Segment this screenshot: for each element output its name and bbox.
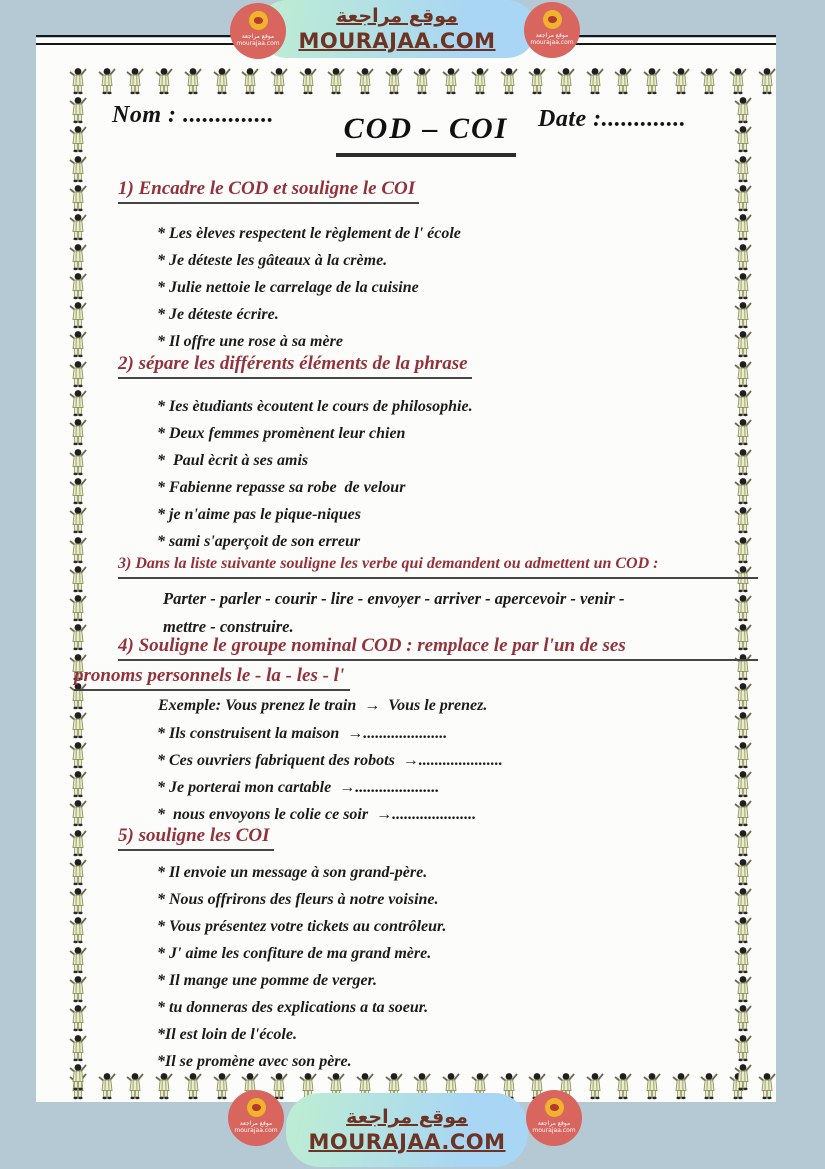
exercise-sentence: * Deux femmes promènent leur chien [157,425,406,442]
exercise-sentence: * nous envoyons le colie ce soir →..................... [157,806,477,823]
exercise-2-items [118,393,758,555]
waving-child-figure-icon [68,975,88,1003]
exercise-sentence: * Il mange une pomme de verger. [157,972,377,989]
waving-child-figure-icon [68,330,88,358]
badge-site-small: mourajaa.com [532,1127,576,1134]
exercise-sentence: * Je déteste écrire. [157,306,279,323]
waving-child-figure-icon [671,67,691,95]
waving-child-figure-icon [68,301,88,329]
exercise-sentence: *Il est loin de l'école. [157,1026,297,1043]
waving-child-figure-icon [68,477,88,505]
exercise-sentence: * Ces ouvriers fabriquent des robots →..................... [157,752,503,769]
site-badge-top-left [230,3,286,59]
waving-child-figure-icon [671,1072,691,1100]
banner-site-name: MOURAJAA.COM [298,29,496,53]
waving-child-figure-icon [68,418,88,446]
badge-arabic-small: موقع مراجعة [535,32,569,39]
waving-child-figure-icon [97,1072,117,1100]
waving-child-figure-icon [527,67,547,95]
waving-child-figure-icon [269,67,289,95]
exercise-sentence: * Fabienne repasse sa robe de velour [157,479,406,496]
exercise-5-heading: 5) souligne les COI [118,825,274,851]
waving-child-figure-icon [68,829,88,857]
worksheet-page [36,38,776,1102]
waving-child-figure-icon [585,67,605,95]
exercise-4-items [118,720,758,828]
waving-child-figure-icon [699,67,719,95]
waving-child-figure-icon [125,1072,145,1100]
exercise-sentence: * tu donneras des explications a ta soeur. [157,999,429,1016]
waving-child-figure-icon [68,916,88,944]
badge-site-small: mourajaa.com [530,39,574,46]
waving-child-figure-icon [412,67,432,95]
waving-child-figure-icon [68,799,88,827]
exercise-3-word-list [118,585,758,641]
verb-list-line: mettre - construire. [163,617,294,636]
waving-child-figure-icon [733,125,753,153]
waving-child-figure-icon [68,770,88,798]
exercise-sentence: * Il envoie un message à son grand-père. [157,864,428,881]
waving-child-figure-icon [125,67,145,95]
waving-child-figure-icon [68,184,88,212]
badge-site-small: mourajaa.com [234,1127,278,1134]
site-badge-bottom-left [228,1090,284,1146]
badge-logo-icon [543,10,562,29]
waving-child-figure-icon [585,1072,605,1100]
waving-child-figure-icon [68,887,88,915]
waving-child-figure-icon [326,67,346,95]
waving-child-figure-icon [470,67,490,95]
waving-child-figure-icon [68,741,88,769]
exercise-sentence: *Il se promène avec son père. [157,1053,352,1070]
exercise-sentence: * je n'aime pas le pique-niques [157,506,361,523]
waving-child-figure-icon [68,213,88,241]
exercise-sentence: * Nous offrirons des fleurs à notre voisine. [157,891,439,908]
exercise-sentence: * Paul ècrit à ses amis [157,452,309,469]
exercise-sentence: * Vous présentez votre tickets au contrôleur. [157,918,447,935]
waving-child-figure-icon [68,360,88,388]
waving-child-figure-icon [183,67,203,95]
waving-child-figure-icon [68,623,88,651]
exercise-sentence: * Je porterai mon cartable →..................... [157,779,440,796]
waving-child-figure-icon [68,155,88,183]
waving-child-figure-icon [68,1004,88,1032]
verb-list-line: Parter - parler - courir - lire - envoyer - arriver - apercevoir - venir - [163,589,625,608]
waving-child-figure-icon [355,67,375,95]
exercise-sentence: * Il offre une rose à sa mère [157,333,343,350]
exercise-1 [118,178,758,355]
badge-arabic-small: موقع مراجعة [537,1120,571,1127]
waving-child-figure-icon [183,1072,203,1100]
waving-child-figure-icon [68,565,88,593]
waving-child-figure-icon [68,243,88,271]
waving-child-figure-icon [68,858,88,886]
exercise-sentence: * Je déteste les gâteaux à la crème. [157,252,388,269]
exercise-1-heading: 1) Encadre le COD et souligne le COI [118,178,419,204]
waving-child-figure-icon [298,67,318,95]
exercise-1-items [118,220,758,355]
waving-child-figure-icon [68,448,88,476]
exercise-sentence: * sami s'aperçoit de son erreur [157,533,361,550]
waving-child-figure-icon [68,67,88,95]
waving-child-figure-icon [240,67,260,95]
waving-child-figure-icon [757,67,777,95]
waving-child-figure-icon [699,1072,719,1100]
waving-child-figure-icon [384,67,404,95]
waving-child-figure-icon [733,96,753,124]
waving-child-figure-icon [642,67,662,95]
waving-child-figure-icon [68,711,88,739]
site-badge-top-right [524,2,580,58]
exercise-4 [74,635,758,828]
badge-logo-icon [247,1098,266,1117]
exercise-4-heading-line2: pronoms personnels le - la - les - l' [74,665,350,691]
exercise-sentence: * Ils construisent la maison →..................... [157,725,448,742]
waving-child-figure-icon [613,67,633,95]
exercise-4-heading: 4) Souligne le groupe nominal COD : remplace le par l'un de ses [118,635,758,661]
waving-child-figure-icon [642,1072,662,1100]
waving-child-figure-icon [499,67,519,95]
waving-child-figure-icon [68,125,88,153]
exercise-2-heading: 2) sépare les différents éléments de la phrase [118,353,472,379]
waving-child-figure-icon [68,389,88,417]
waving-child-figure-icon [613,1072,633,1100]
site-banner-bottom [286,1093,528,1167]
waving-child-figure-icon [757,1072,777,1100]
exercise-4-example: Exemple: Vous prenez le train → Vous le prenez. [158,697,488,714]
exercise-sentence: * Ies ètudiants ècoutent le cours de philosophie. [157,398,473,415]
waving-child-figure-icon [68,536,88,564]
waving-child-figure-icon [154,1072,174,1100]
badge-logo-icon [545,1098,564,1117]
exercise-3-heading: 3) Dans la liste suivante souligne les verbe qui demandent ou admettent un COD : [118,553,758,579]
waving-child-figure-icon [728,67,748,95]
waving-child-figure-icon [68,1034,88,1062]
site-banner-top [258,0,536,58]
exercise-5 [118,825,758,1075]
exercise-sentence: * Les èleves respectent le règlement de l' école [157,225,461,242]
page-title: COD – COI [336,112,517,157]
waving-child-figure-icon [68,96,88,124]
exercise-5-items [118,859,758,1075]
banner-arabic-title: موقع مراجعة [336,5,458,27]
badge-site-small: mourajaa.com [236,40,280,47]
badge-arabic-small: موقع مراجعة [241,33,275,40]
waving-child-figure-icon [68,594,88,622]
waving-child-figure-icon [68,1063,88,1091]
exercise-2 [118,353,758,555]
title-wrap [286,112,566,157]
site-badge-bottom-right [526,1090,582,1146]
waving-child-figure-icon [68,946,88,974]
waving-child-figure-icon [97,67,117,95]
badge-logo-icon [249,11,268,30]
banner-site-name: MOURAJAA.COM [308,1130,506,1154]
waving-child-figure-icon [212,67,232,95]
exercise-sentence: * J' aime les confiture de ma grand mère. [157,945,432,962]
exercise-3 [118,553,758,641]
name-label: Nom : .............. [112,102,274,128]
banner-arabic-title: موقع مراجعة [346,1106,468,1128]
waving-child-figure-icon [212,1072,232,1100]
waving-child-figure-icon [68,272,88,300]
waving-child-figure-icon [556,67,576,95]
badge-arabic-small: موقع مراجعة [239,1120,273,1127]
exercise-sentence: * Julie nettoie le carrelage de la cuisine [157,279,419,296]
date-label: Date :............. [538,106,687,132]
waving-child-figure-icon [154,67,174,95]
waving-child-figure-icon [441,67,461,95]
waving-child-figure-icon [68,506,88,534]
